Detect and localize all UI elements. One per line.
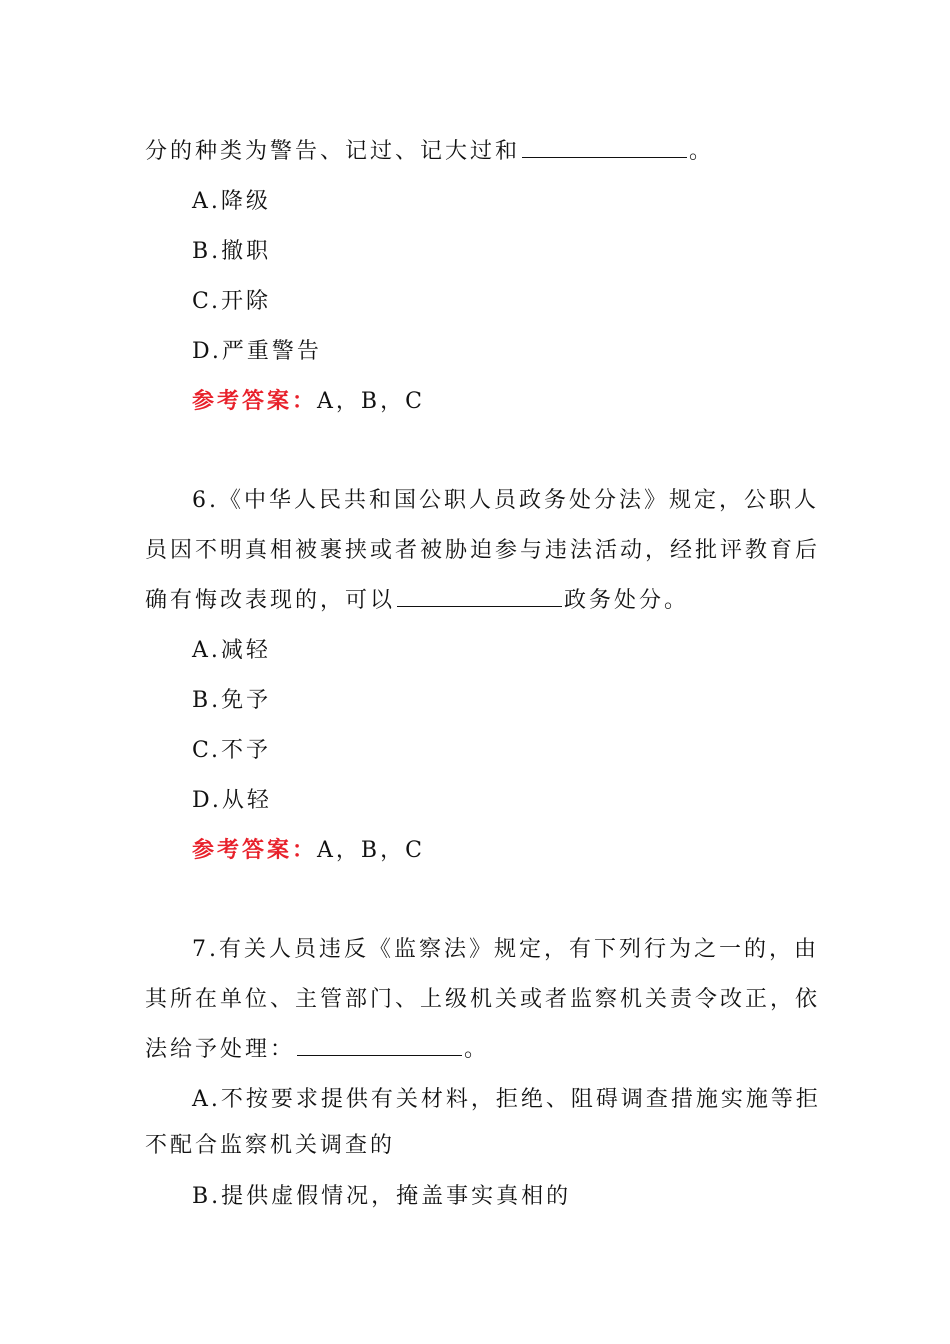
q6-answer bbox=[192, 836, 862, 866]
q5-answer-label: 参考答案： bbox=[192, 389, 318, 414]
q6-answer-value: A，B，C bbox=[317, 838, 425, 863]
q6-option-a: A.减轻 bbox=[192, 638, 271, 663]
q6-stem-text: 确有悔改表现的，可以 bbox=[145, 588, 396, 613]
q6-stem-line-2: 员因不明真相被裹挟或者被胁迫参与违法活动，经批评教育后 bbox=[145, 538, 821, 563]
q5-stem bbox=[145, 137, 815, 167]
q6-option-c: C.不予 bbox=[192, 738, 272, 763]
q6-stem-line-1: 6.《中华人民共和国公职人员政务处分法》规定，公职人 bbox=[192, 488, 819, 513]
q5-option-d: D.严重警告 bbox=[192, 339, 322, 364]
q7-stem-text: 法给予处理： bbox=[145, 1037, 296, 1062]
q7-stem-line-3 bbox=[145, 1035, 815, 1065]
q6-answer-blank bbox=[397, 588, 562, 607]
q5-answer bbox=[192, 387, 862, 417]
q7-option-a-line-2: 不配合监察机关调查的 bbox=[145, 1133, 396, 1158]
q5-stem-end: 。 bbox=[689, 139, 715, 164]
q5-option-b: B.撤职 bbox=[192, 239, 272, 264]
q5-answer-blank bbox=[522, 139, 687, 158]
q7-stem-line-1: 7.有关人员违反《监察法》规定，有下列行为之一的，由 bbox=[192, 937, 819, 962]
q5-stem-text: 分的种类为警告、记过、记大过和 bbox=[145, 139, 521, 164]
q5-option-c: C.开除 bbox=[192, 289, 272, 314]
q7-stem-line-2: 其所在单位、主管部门、上级机关或者监察机关责令改正，依 bbox=[145, 987, 821, 1012]
q6-stem-line-3 bbox=[145, 586, 815, 616]
q6-option-d: D.从轻 bbox=[192, 788, 272, 813]
q7-option-a-line-1: A.不按要求提供有关材料，拒绝、阻碍调查措施实施等拒 bbox=[192, 1087, 821, 1112]
q5-answer-value: A，B，C bbox=[317, 389, 425, 414]
q6-option-b: B.免予 bbox=[192, 688, 272, 713]
q5-option-a: A.降级 bbox=[192, 189, 271, 214]
q7-option-b: B.提供虚假情况，掩盖事实真相的 bbox=[192, 1184, 572, 1209]
q6-answer-label: 参考答案： bbox=[192, 838, 318, 863]
q7-stem-end: 。 bbox=[464, 1037, 490, 1062]
q6-stem-end: 政务处分。 bbox=[564, 588, 690, 613]
q7-answer-blank bbox=[297, 1037, 462, 1056]
